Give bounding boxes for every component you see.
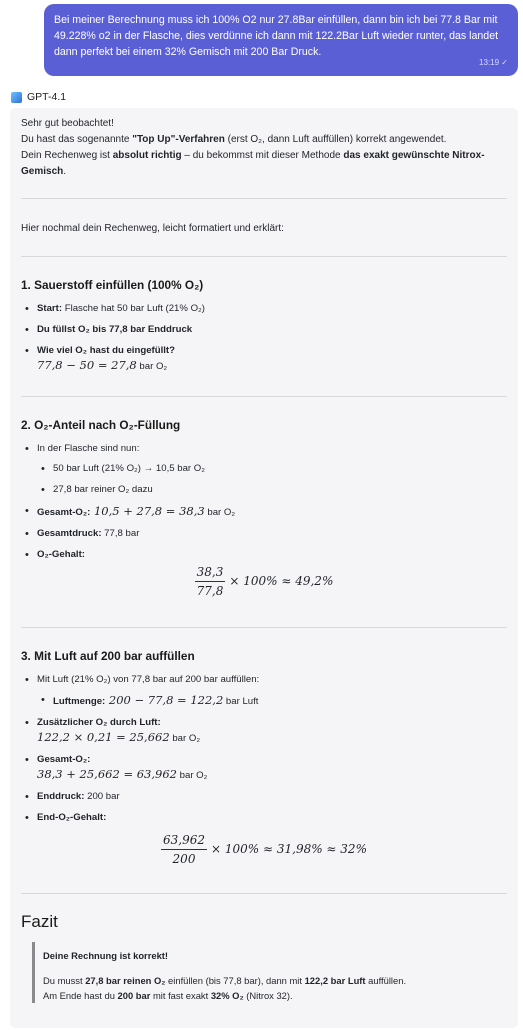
list-item: • Gesamtdruck: 77,8 bar <box>21 527 507 541</box>
fazit-quote-line-1: Du musst 27,8 bar reinen O₂ einfüllen (bis 77,8 bar), dann mit 122,2 bar Luft auffüllen. <box>43 975 407 986</box>
divider <box>21 198 507 199</box>
section-3-title: 3. Mit Luft auf 200 bar auffüllen <box>21 649 195 663</box>
fazit-quote-title: Deine Rechnung ist korrekt! <box>43 950 169 961</box>
divider <box>21 396 507 397</box>
intro-line-2: Du hast das sogenannte "Top Up"-Verfahren (erst O₂, dann Luft auffüllen) korrekt angewendet. <box>21 134 447 145</box>
formula-o2-content: $\frac{38,3}{77,8}$ × 100% ≈ 49,2% <box>196 565 334 598</box>
list-item: • In der Flasche sind nun: • 50 bar Luft (21% O₂) → 10,5 bar O₂ • 27,8 bar reiner O₂ dazu <box>21 442 507 497</box>
bot-header <box>11 90 66 104</box>
fazit-title: Fazit <box>21 912 58 931</box>
section-1-list <box>21 302 507 381</box>
fazit-quote-line-2: Am Ende hast du 200 bar mit fast exakt 32% O₂ (Nitrox 32). <box>43 990 293 1001</box>
assistant-answer <box>10 108 518 1028</box>
list-item: • Zusätzlicher O₂ durch Luft: 122,2 × 0,21 = 25,662 bar O₂ <box>21 716 507 746</box>
list-item: • Wie viel O₂ hast du eingefüllt? 77,8 − 50 = 27,8 bar O₂ <box>21 344 507 374</box>
user-message-text: Bei meiner Berechnung muss ich 100% O2 nur 27.8Bar einfüllen, dann bin ich bei 77.8 Bar mit 49.228% o2 in der Flasche, dies verdünne ich dann mit 122.2Bar Luft wieder runter, das landet dann perfekt bei einem 32% Gemisch mit 200 Bar Druck. <box>54 14 499 58</box>
list-item: • Du füllst O₂ bis 77,8 bar Enddruck <box>21 323 507 337</box>
section-2-list <box>21 442 507 569</box>
list-item: • O₂-Gehalt: <box>21 548 507 562</box>
fazit-quote <box>32 942 498 1003</box>
intro-line-4: Hier nochmal dein Rechenweg, leicht formatiert und erklärt: <box>21 223 284 234</box>
list-item: • Mit Luft (21% O₂) von 77,8 bar auf 200 bar auffüllen: • Luftmenge: 200 − 77,8 = 122,2 bar Luft <box>21 673 507 709</box>
list-item: • Enddruck: 200 bar <box>21 790 507 804</box>
list-item: • End-O₂-Gehalt: <box>21 811 507 825</box>
divider <box>21 256 507 257</box>
list-item: • Gesamt-O₂: 10,5 + 27,8 = 38,3 bar O₂ <box>21 504 507 520</box>
intro-line-3: Dein Rechenweg ist absolut richtig – du bekommst mit dieser Methode das exakt gewünschte Nitrox-Gemisch. <box>21 150 485 177</box>
formula-end-o2-content: $\frac{63,962}{200}$ × 100% ≈ 31,98% ≈ 32% <box>163 833 367 866</box>
bot-model-icon <box>11 92 22 103</box>
message-timestamp: 13:19 ✓ <box>479 58 508 67</box>
section-3-list <box>21 673 507 832</box>
bot-model-name: GPT-4.1 <box>27 91 67 103</box>
sub-list-item: • 27,8 bar reiner O₂ dazu <box>37 483 507 497</box>
divider <box>21 627 507 628</box>
user-message-bubble <box>44 4 518 76</box>
section-1-title: 1. Sauerstoff einfüllen (100% O₂) <box>21 278 204 292</box>
section-2-title: 2. O₂-Anteil nach O₂-Füllung <box>21 418 181 432</box>
divider <box>21 893 507 894</box>
intro-line-1: Sehr gut beobachtet! <box>21 118 114 129</box>
list-item: • Start: Flasche hat 50 bar Luft (21% O₂) <box>21 302 507 316</box>
sub-list-item: • 50 bar Luft (21% O₂) → 10,5 bar O₂ <box>37 462 507 476</box>
list-item: • Gesamt-O₂: 38,3 + 25,662 = 63,962 bar O₂ <box>21 753 507 783</box>
sub-list-item: • Luftmenge: 200 − 77,8 = 122,2 bar Luft <box>37 693 507 709</box>
